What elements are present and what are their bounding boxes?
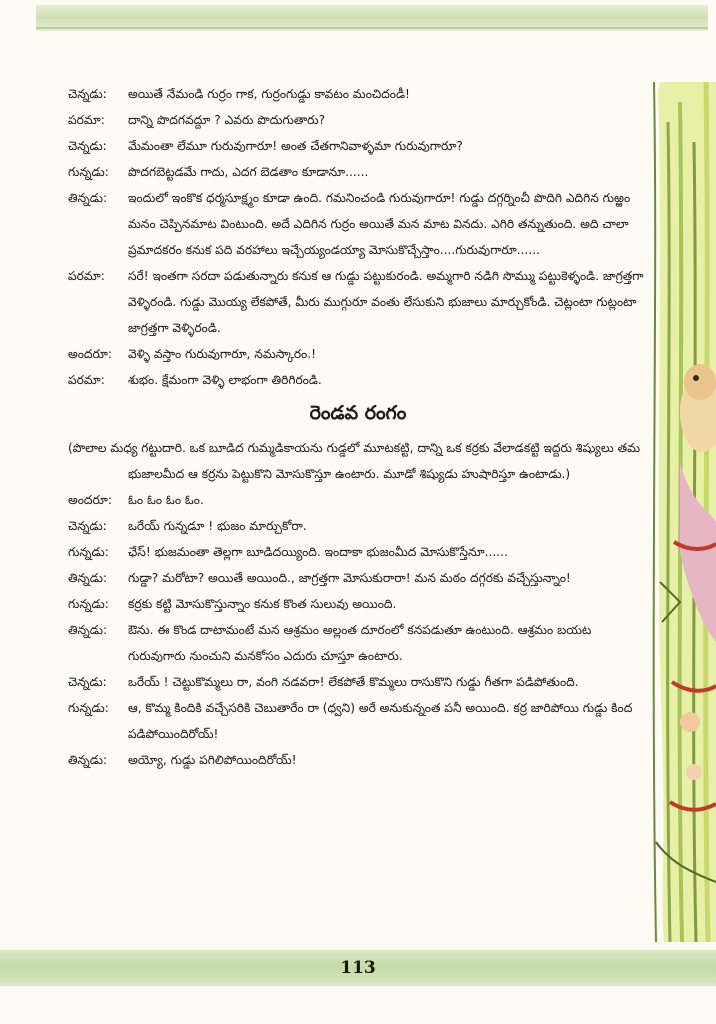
- dialogue-text: కర్రకు కట్టి మోసుకొస్తున్నాం కనుక కొంత సులువు అయింది.: [128, 597, 397, 611]
- dialogue-line: [68, 669, 648, 695]
- dialogue-text: ఆ, కొమ్మ కిందికి వచ్చేసరికి చెబుతారేం రా (ధ్వని) అరే అనుకున్నంత పనీ అయింది. కర్ర జారిపోయి గుడ్డు కింద పడిపోయిందిరోయ్!: [128, 701, 633, 741]
- speaker-name: తిన్నడు:: [68, 623, 108, 637]
- speaker-name: గున్నడు:: [68, 597, 109, 611]
- dialogue-line: [68, 185, 648, 263]
- dialogue-text: మేమంతా లేమూ గురువుగారూ! అంత చేతగానివాళ్ళమా గురువుగారూ?: [128, 139, 463, 153]
- speaker-name: పరమా:: [68, 113, 105, 127]
- speaker-name: అందరూ:: [68, 347, 113, 361]
- dialogue-line: [68, 617, 648, 669]
- speaker-name: గున్నడు:: [68, 165, 109, 179]
- dialogue-line: [68, 591, 648, 617]
- dialogue-text: సరే! ఇంతగా సరదా పడుతున్నారు కనుక ఆ గుడ్డు పట్టుకురండి. అమ్మగారి నడిగి సొమ్ము పట్టుకెళ్ళండి. జాగ్రత్తగా వెళ్ళిరండి. గుడ్డు మొయ్య లేకపోతే, మీరు ముగ్గురూ వంతు లేసుకుని భుజాలు మార్చుకోండి. చెట్లంటా గుట్లంటా జాగ్రత్తగా వెళ్ళిరండి.: [128, 269, 644, 335]
- dialogue-line: [68, 747, 648, 773]
- speaker-name: చెన్నడు:: [68, 139, 107, 153]
- dialogue-line: [68, 341, 648, 367]
- page-number: 113: [340, 958, 376, 978]
- stage-direction: [68, 435, 648, 487]
- dialogue-text: అయ్యో, గుడ్డు పగిలిపోయిందిరోయ్!: [128, 753, 297, 767]
- speaker-name: పరమా:: [68, 269, 105, 283]
- dialogue-line: [68, 133, 648, 159]
- dialogue-text: వెళ్ళి వస్తాం గురువుగారూ, నమస్కారం.!: [128, 347, 316, 361]
- speaker-name: చెన్నడు:: [68, 519, 107, 533]
- dialogue-text: శుభం. క్షేమంగా వెళ్ళి లాభంగా తిరిగిరండి.: [128, 373, 322, 387]
- dialogue-text: గుడ్డా? మరోటా? అయితే అయింది., జాగ్రత్తగా మోసుకురారా! మన మఠం దగ్గరకు వచ్చేస్తున్నాం!: [128, 571, 571, 585]
- speaker-name: గున్నడు:: [68, 701, 109, 715]
- scene-title: రెండవ రంగం: [309, 402, 407, 424]
- dialogue-line: [68, 695, 648, 747]
- dialogue-line: [68, 367, 648, 393]
- speaker-name: తిన్నడు:: [68, 571, 108, 585]
- dialogue-text: ఓం ఓం ఓం ఓం.: [128, 493, 204, 507]
- speaker-name: గున్నడు:: [68, 545, 109, 559]
- dialogue-line: [68, 107, 648, 133]
- speaker-name: తిన్నడు:: [68, 191, 108, 205]
- dialogue-text: ఔను. ఈ కొండ దాటామంటే మన ఆశ్రమం అల్లంత దూరంలో కనపడుతూ ఉంటుంది. ఆశ్రమం బయట గురువుగారు నుంచుని మనకోసం ఎదురు చూస్తూ ఉంటారు.: [128, 623, 592, 663]
- speaker-name: తిన్నడు:: [68, 753, 108, 767]
- dialogue-line: [68, 263, 648, 341]
- dialogue-text: పొదగబెట్టడమే గాదు, ఎదగ బెడతాం కూడానూ......: [128, 165, 369, 179]
- dialogue-text: ఛేస్! భుజమంతా తెల్లగా బూడిదయ్యింది. ఇందాకా భుజంమీద మోసుకొస్తేనూ......: [128, 545, 508, 559]
- dialogue-line: [68, 159, 648, 185]
- play-script: [68, 81, 648, 773]
- speaker-name: చెన్నడు:: [68, 675, 107, 689]
- dialogue-line: [68, 513, 648, 539]
- dialogue-line: [68, 81, 648, 107]
- stage-direction-text: (పొలాల మధ్య గట్టుదారి. ఒక బూడిద గుమ్మడికాయను గుడ్డలో మూటకట్టి, దాన్ని ఒక కర్రకు వేలాడకట్టి ఇద్దరు శిష్యులు తమ భుజాలమీద ఆ కర్రను పెట్టుకొని మోసుకొస్తూ ఉంటారు. మూడో శిష్యుడు హుషారిస్తూ ఉంటాడు.): [68, 441, 640, 481]
- dialogue-text: దాన్ని పొదగవద్దూ ? ఎవరు పొదుగుతారు?: [128, 113, 326, 127]
- dialogue-text: ఇందులో ఇంకొక ధర్మసూక్ష్మం కూడా ఉంది. గమనించండి గురువుగారూ! గుడ్డు దగ్గర్నించీ పొదిగి ఎదిగిన గుఱ్ఱం మనం చెప్పినమాట వింటుంది. అదే ఎదిగిన గుర్రం అయితే మన మాట వినదు. ఎగిరి తన్నుతుంది. అది చాలా ప్రమాదకరం కనుక పది వరహాలు ఇచ్చేయ్యండయ్యా మోసుకొచ్చేస్తాం....గురువుగారూ......: [128, 191, 631, 257]
- dialogue-line: [68, 487, 648, 513]
- dialogue-text: అయితే నేమండి గుర్రం గాక, గుర్రంగుడ్డు కావటం మంచిదండీ!: [128, 87, 410, 101]
- speaker-name: అందరూ:: [68, 493, 113, 507]
- dialogue-text: ఒరేయ్ గున్నడూ ! భుజం మార్చుకోరా.: [128, 519, 307, 533]
- dialogue-text: ఒరేయ్ ! చెట్టుకొమ్మలు రా, వంగి నడవరా! లేకపోతే కొమ్మలు రాసుకొని గుడ్డు గీతగా పడిపోతుంది.: [128, 675, 579, 689]
- speaker-name: పరమా:: [68, 373, 105, 387]
- dialogue-line: [68, 565, 648, 591]
- speaker-name: చెన్నడు:: [68, 87, 107, 101]
- side-illustration: [650, 82, 716, 942]
- dialogue-line: [68, 539, 648, 565]
- top-decorative-band: [36, 5, 708, 31]
